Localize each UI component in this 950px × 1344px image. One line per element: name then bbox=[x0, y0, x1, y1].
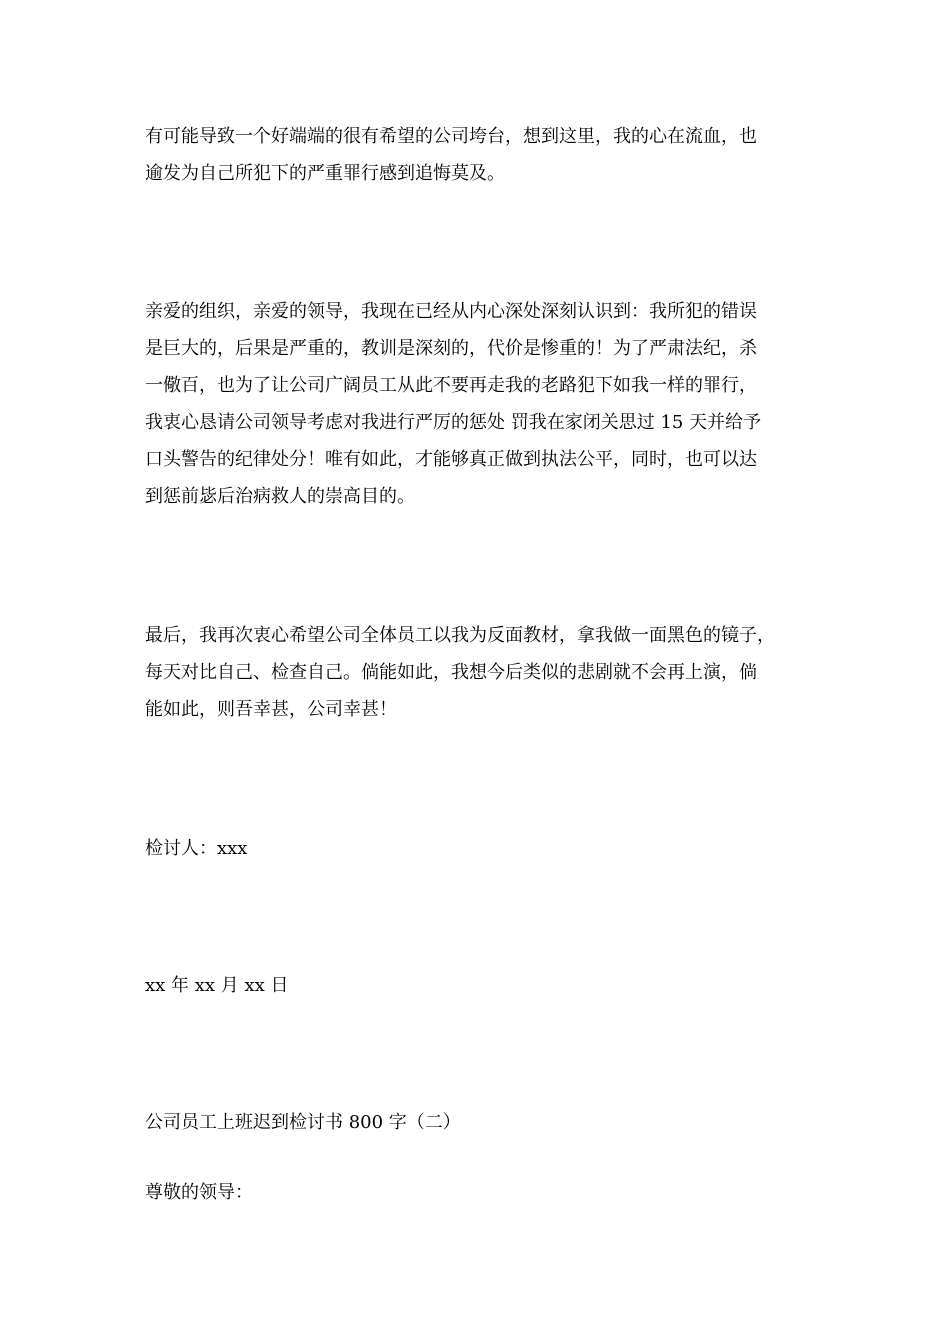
paragraph-3-line-2: 每天对比自己、检查自己。倘能如此，我想今后类似的悲剧就不会再上演，倘 bbox=[145, 662, 757, 683]
paragraph-1-line-1: 有可能导致一个好端端的很有希望的公司垮台，想到这里，我的心在流血，也 bbox=[145, 126, 757, 147]
paragraph-2-line-5: 口头警告的纪律处分！唯有如此，才能够真正做到执法公平，同时，也可以达 bbox=[145, 449, 757, 470]
signature: 检讨人：xxx bbox=[145, 838, 248, 859]
paragraph-1-line-2: 逾发为自己所犯下的严重罪行感到追悔莫及。 bbox=[145, 163, 505, 184]
salutation: 尊敬的领导： bbox=[145, 1182, 253, 1203]
paragraph-2-line-2: 是巨大的，后果是严重的，教训是深刻的，代价是惨重的！为了严肃法纪，杀 bbox=[145, 338, 757, 359]
section-title: 公司员工上班迟到检讨书 800 字（二） bbox=[145, 1112, 461, 1133]
paragraph-2-line-4: 我衷心恳请公司领导考虑对我进行严厉的惩处 罚我在家闭关思过 15 天并给予 bbox=[145, 412, 762, 433]
paragraph-2-line-3: 一儆百，也为了让公司广阔员工从此不要再走我的老路犯下如我一样的罪行， bbox=[145, 375, 757, 396]
paragraph-3-line-3: 能如此，则吾幸甚，公司幸甚！ bbox=[145, 699, 397, 720]
paragraph-2-line-6: 到惩前毖后治病救人的崇高目的。 bbox=[145, 486, 415, 507]
paragraph-2-line-1: 亲爱的组织，亲爱的领导，我现在已经从内心深处深刻认识到：我所犯的错误 bbox=[145, 301, 757, 322]
date: xx 年 xx 月 xx 日 bbox=[145, 975, 289, 996]
paragraph-3-line-1: 最后，我再次衷心希望公司全体员工以我为反面教材，拿我做一面黑色的镜子， bbox=[145, 625, 775, 646]
